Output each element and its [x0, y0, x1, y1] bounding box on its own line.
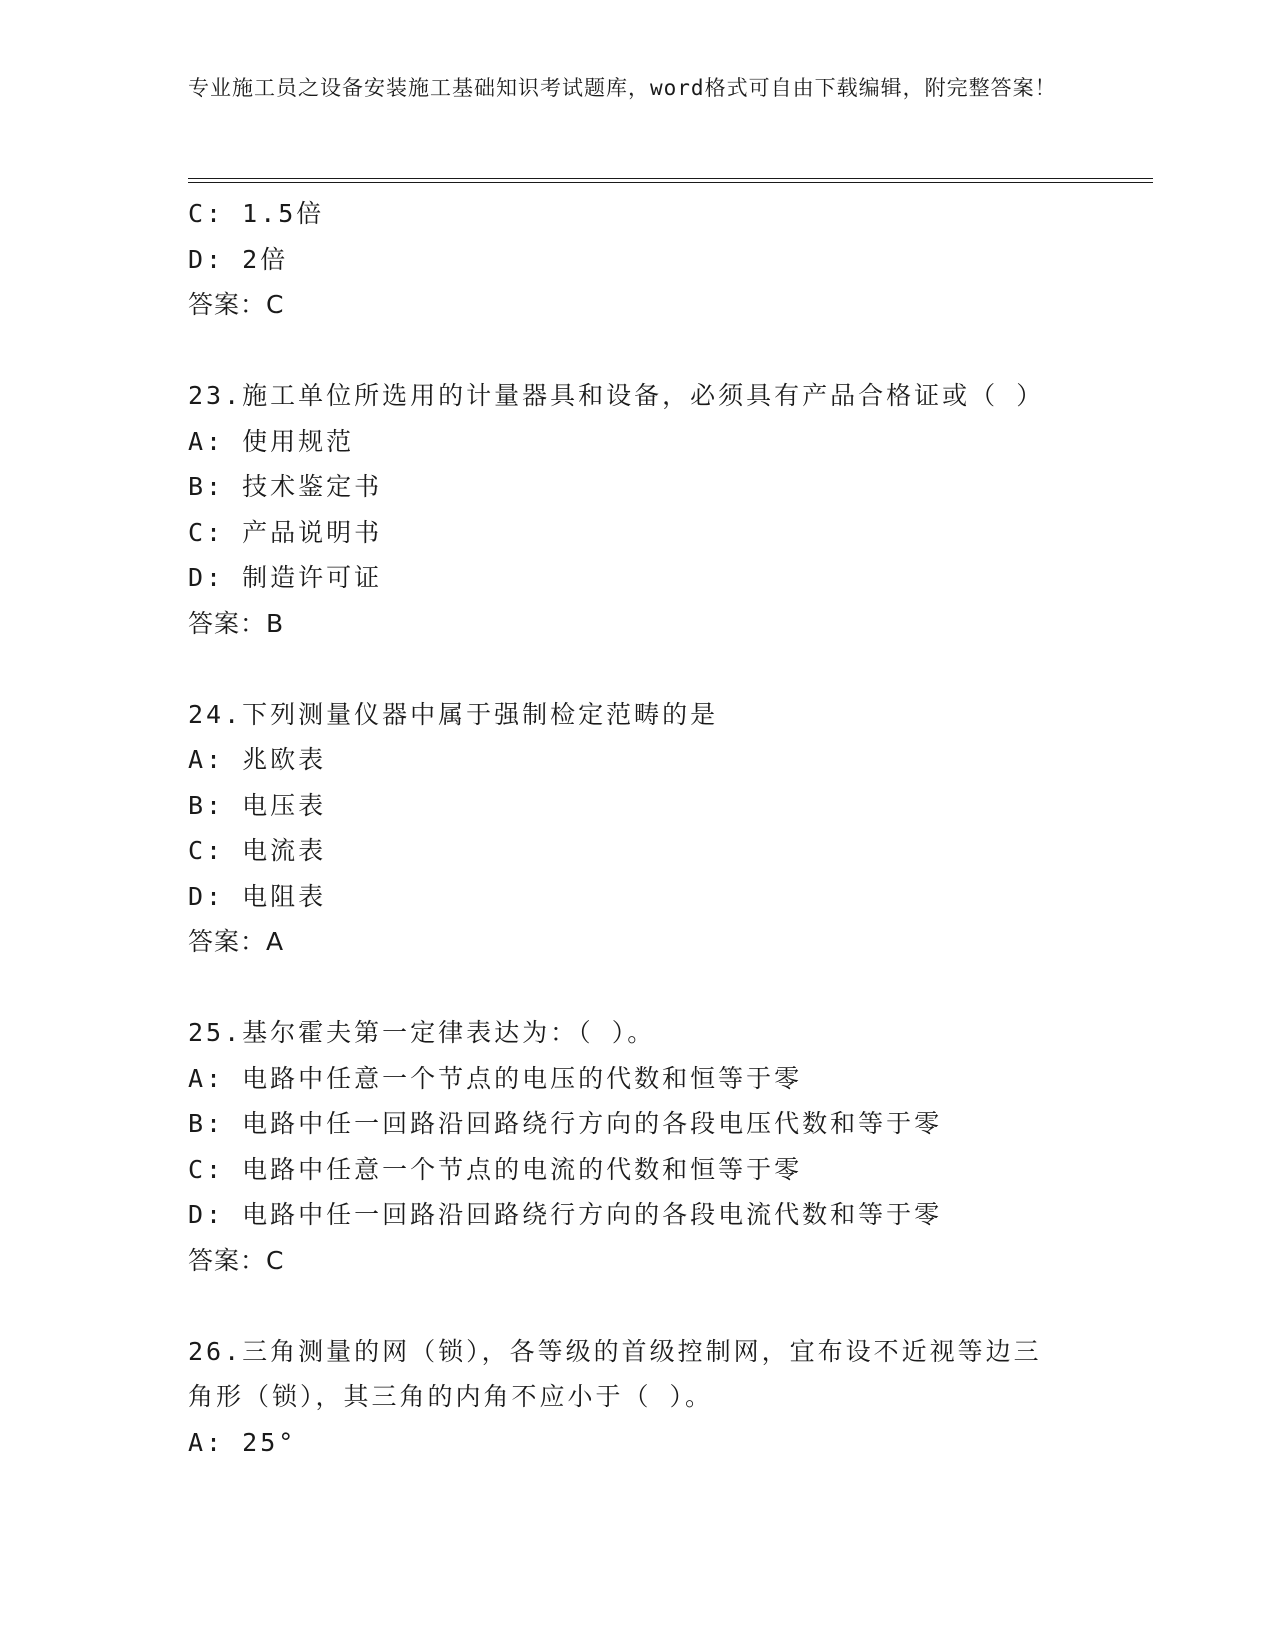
- option-b: B: 电压表: [188, 790, 327, 820]
- question-list: [188, 191, 1088, 1465]
- option-a: A: 电路中任意一个节点的电压的代数和恒等于零: [188, 1063, 803, 1093]
- option-b: B: 技术鉴定书: [188, 472, 383, 501]
- answer: 答案：A: [188, 927, 285, 956]
- question-text: 24.下列测量仪器中属于强制检定范畴的是: [188, 699, 719, 729]
- answer: 答案：B: [188, 608, 285, 638]
- option-b: B: 电路中任一回路沿回路绕行方向的各段电压代数和等于零: [188, 1109, 943, 1138]
- answer: 答案：C: [188, 290, 285, 319]
- option-d: D: 电阻表: [188, 881, 327, 911]
- option-c: C: 1.5倍: [188, 199, 325, 228]
- option-c: C: 电路中任意一个节点的电流的代数和恒等于零: [188, 1154, 803, 1184]
- option-a: A: 兆欧表: [188, 745, 327, 774]
- question-23: [188, 373, 1088, 647]
- question-24: [188, 692, 1088, 966]
- question-22: [188, 191, 1088, 328]
- question-26: [188, 1329, 1088, 1466]
- question-text: 23.施工单位所选用的计量器具和设备，必须具有产品合格证或（ ）: [188, 381, 1045, 410]
- question-text: 26.三角测量的网（锁），各等级的首级控制网，宜布设不近视等边三角形（锁），其三角的内角不应小于（ ）。: [188, 1336, 1042, 1411]
- header-divider: [188, 178, 1153, 183]
- question-25: [188, 1010, 1088, 1284]
- question-text: 25.基尔霍夫第一定律表达为：（ ）。: [188, 1018, 656, 1047]
- option-a: A: 使用规范: [188, 426, 355, 456]
- option-d: D: 电路中任一回路沿回路绕行方向的各段电流代数和等于零: [188, 1200, 943, 1229]
- option-d: D: 2倍: [188, 244, 289, 274]
- option-c: C: 电流表: [188, 836, 327, 865]
- option-a: A: 25°: [188, 1427, 297, 1457]
- option-d: D: 制造许可证: [188, 563, 383, 592]
- document-header: 专业施工员之设备安装施工基础知识考试题库，word格式可自由下载编辑，附完整答案！: [188, 76, 1057, 100]
- option-c: C: 产品说明书: [188, 517, 383, 547]
- answer: 答案：C: [188, 1245, 285, 1275]
